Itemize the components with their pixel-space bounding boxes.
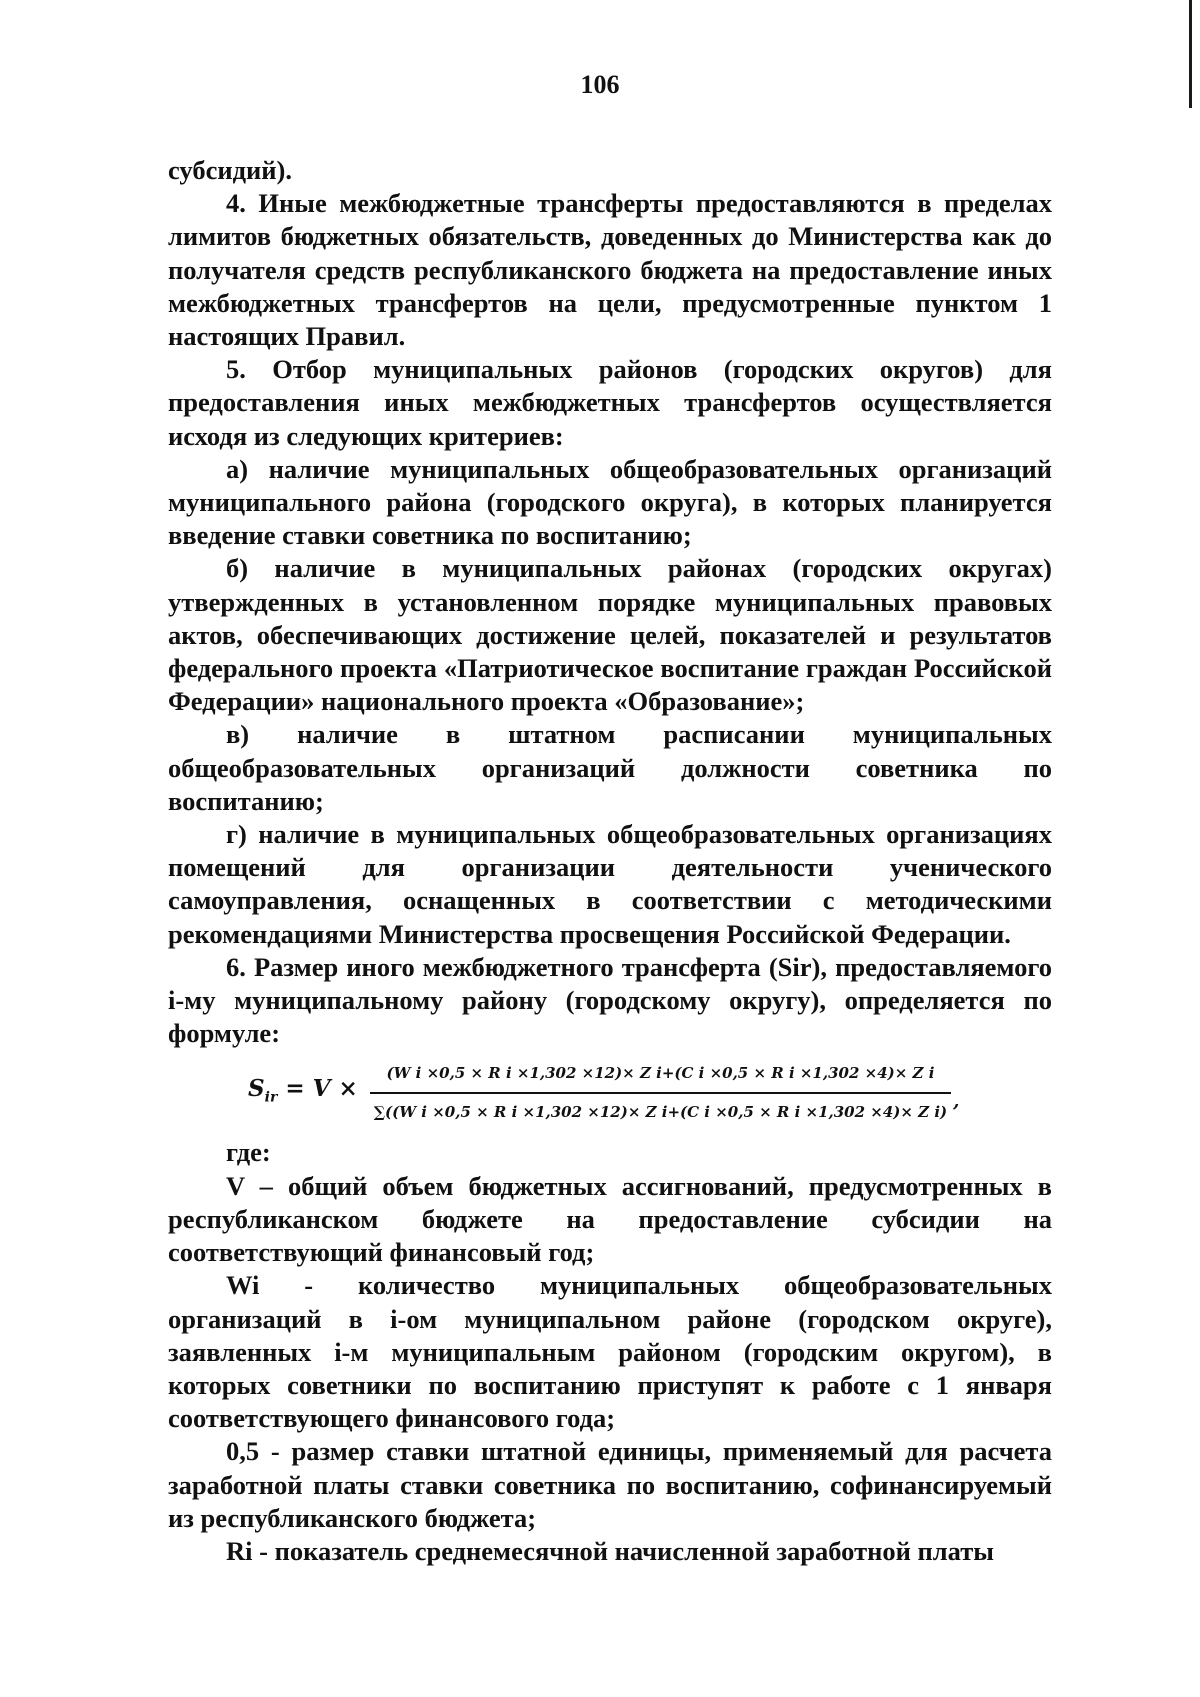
- paragraph-item-4: 4. Иные межбюджетные трансферты предоставляются в пределах лимитов бюджетных обязательств, доведенных до Министерства как до получателя средств республиканского бюджета на предоставление иных межбюджетных трансфертов на цели, предусмотренные пунктом 1 настоящих Правил.: [168, 188, 1052, 352]
- definitions-intro: где:: [226, 1137, 271, 1168]
- paragraph-item-5: 5. Отбор муниципальных районов (городских округов) для предоставления иных межбюджетных трансфертов осуществляется исходя из следующих критериев:: [168, 354, 1052, 451]
- formula-lhs-sub: ir: [264, 1089, 278, 1106]
- definition-wi: Wi - количество муниципальных общеобразовательных организаций в i-ом муниципальном районе (городском округе), заявленных i-м муниципальным районом (городским округом), в которых советники по воспитанию приступят к работе с 1 января соответствующего финансового года;: [168, 1270, 1052, 1434]
- page-number: 106: [580, 70, 620, 99]
- formula-lhs-rest: = V ×: [277, 1075, 358, 1103]
- criterion-g: г) наличие в муниципальных общеобразовательных организациях помещений для организации деятельности ученического самоуправления, оснащенных в соответствии с методическими рекомендациями Министерства просвещения Российской Федерации.: [168, 819, 1052, 949]
- document-body: [168, 154, 1052, 1568]
- definition-v: V – общий объем бюджетных ассигнований, предусмотренных в республиканском бюджете на предоставление субсидии на соответствующий финансовый год;: [168, 1170, 1052, 1268]
- formula-trailing-comma: ,: [953, 1091, 960, 1113]
- definition-ri: Ri - показатель среднемесячной начисленной заработной платы: [226, 1535, 994, 1566]
- formula-lhs-var: S: [248, 1075, 265, 1103]
- formula-denominator: ∑((W i ×0,5 × R i ×1,302 ×12)× Z i+(C i ×0,5 × R i ×1,302 ×4)× Z i): [370, 1092, 951, 1129]
- formula-numerator: (W i ×0,5 × R i ×1,302 ×12)× Z i+(C i ×0,5 × R i ×1,302 ×4)× Z i: [386, 1064, 935, 1083]
- formula-fraction: [370, 1057, 951, 1129]
- definition-rate: 0,5 - размер ставки штатной единицы, применяемый для расчета заработной платы ставки советника по воспитанию, софинансируемый из республиканского бюджета;: [168, 1436, 1052, 1533]
- paragraph-item-6: 6. Размер иного межбюджетного трансферта (Sir), предоставляемого i-му муниципальному району (городскому округу), определяется по формуле:: [168, 951, 1052, 1049]
- formula-lhs: [248, 1072, 358, 1115]
- transfer-formula: [168, 1050, 1052, 1136]
- criterion-v: в) наличие в штатном расписании муниципальных общеобразовательных организаций должности советника по воспитанию;: [168, 719, 1052, 816]
- paragraph-continuation: субсидий).: [168, 155, 292, 185]
- criterion-b: б) наличие в муниципальных районах (городских округах) утвержденных в установленном порядке муниципальных правовых актов, обеспечивающих достижение целей, показателей и результатов федерального проекта «Патриотическое воспитание граждан Российской Федерации» национального проекта «Образование»;: [168, 553, 1052, 717]
- criterion-a: а) наличие муниципальных общеобразовательных организаций муниципального района (городского округа), в которых планируется введение ставки советника по воспитанию;: [168, 453, 1052, 551]
